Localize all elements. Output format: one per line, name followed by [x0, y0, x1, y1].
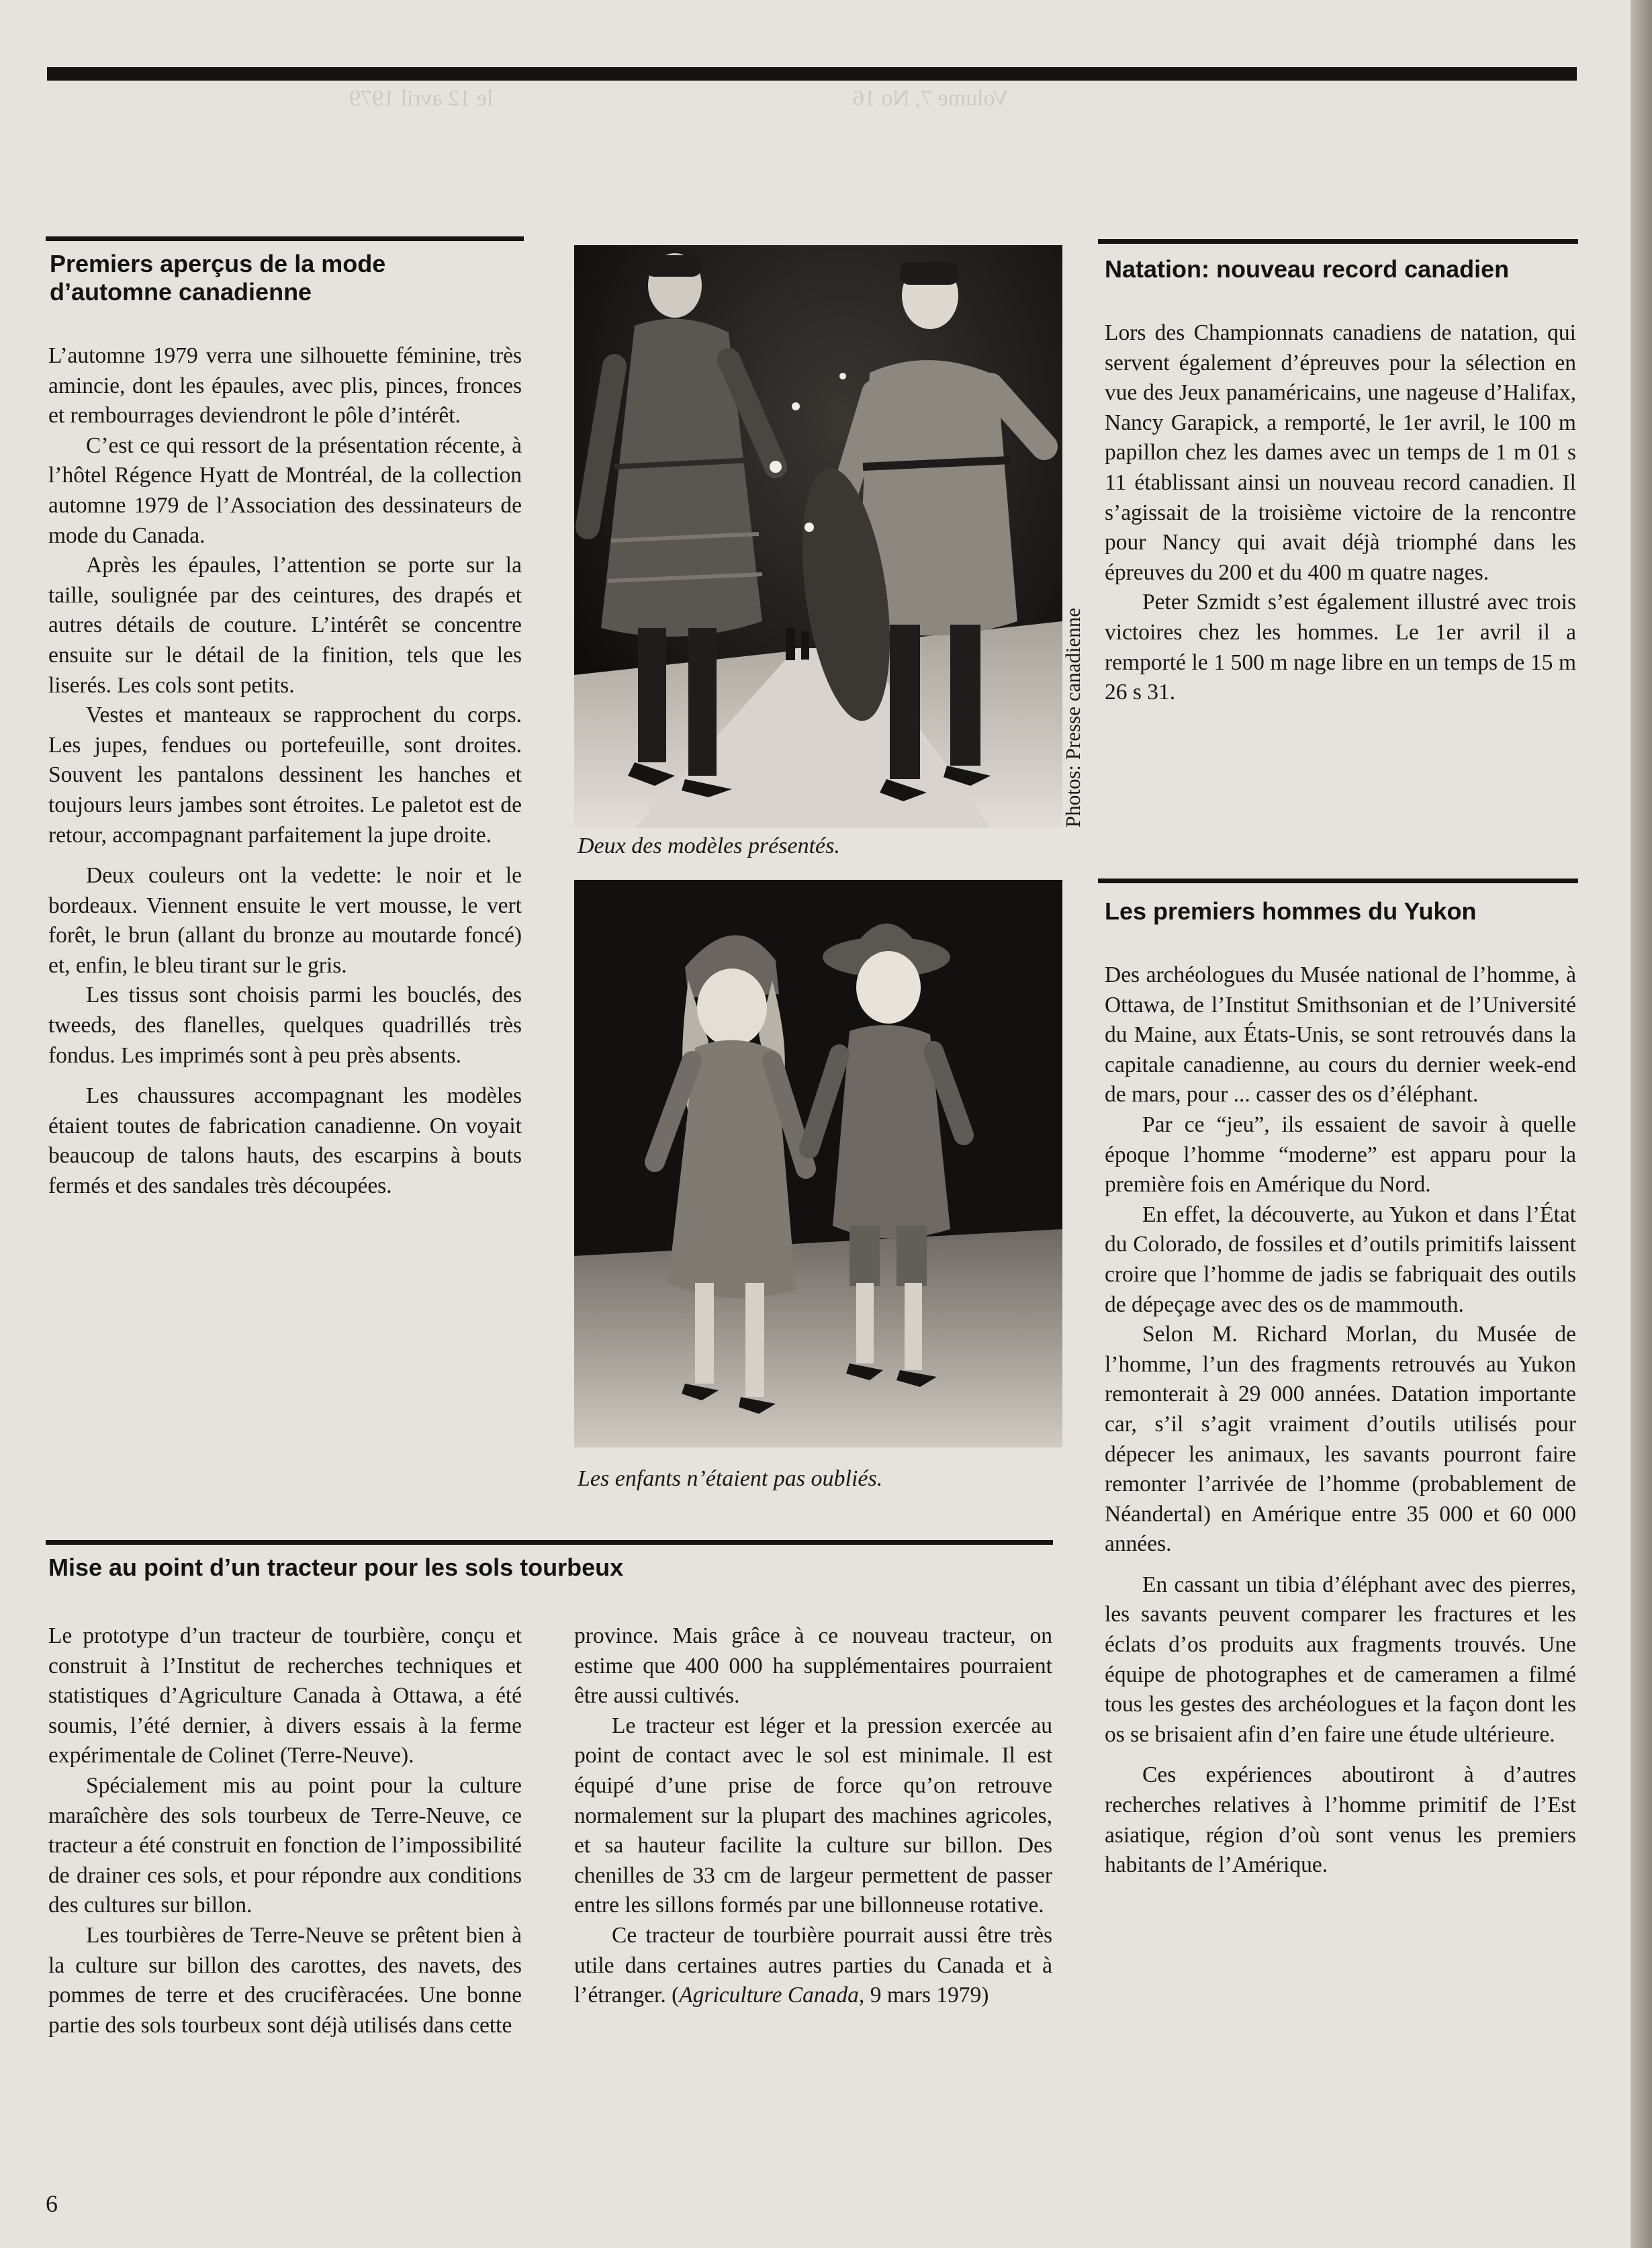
swimming-headline: Natation: nouveau record canadien [1105, 255, 1510, 283]
paragraph: Les chaussures accompagnant les modèles étaient toutes de fabrication canadienne. On voyait beaucoup de talons hauts, des escarpins à bouts fermés et des sandales très découpées. [48, 1083, 522, 1199]
fashion-rule [46, 236, 524, 241]
paragraph: Vestes et manteaux se rapprochent du corps. Les jupes, fendues ou portefeuille, sont droites. Souvent les pantalons dessinent les hanches et toujours leurs jambes sont étroites. Le paletot est de retour, accompagnant parfaitement la jupe droite. [48, 703, 522, 848]
paragraph: En effet, la découverte, au Yukon et dans l’État du Colorado, de fossiles et d’outils primitifs laissent croire que l’homme de jadis se fabriquait des outils de dépeçage avec des os de mammouth. [1105, 1202, 1576, 1317]
tractor-rule [46, 1540, 1053, 1545]
source-date: 9 mars 1979) [864, 1983, 989, 2008]
yukon-article-body [1105, 960, 1576, 1881]
swimming-rule [1098, 239, 1578, 244]
paragraph: Par ce “jeu”, ils essaient de savoir à quelle époque l’homme “moderne” est apparu pour la première fois en Amérique du Nord. [1105, 1112, 1576, 1198]
paragraph: Selon M. Richard Morlan, du Musée de l’homme, l’un des fragments retrouvés au Yukon remonterait à 29 000 années. Datation importante car, s’il s’agit vraiment d’outils utilisés pour dépecer les animaux, les savants pourront faire remonter l’arrivée de l’homme (probablement de Néandertal) en Amérique entre 35 000 et 60 000 années. [1105, 1322, 1576, 1557]
paragraph: Des archéologues du Musée national de l’homme, à Ottawa, de l’Institut Smithsonian et de l’Université du Maine, aux États-Unis, se sont retrouvés dans la capitale canadienne, au cours du dernier week-end de mars, pour ... casser des os d’éléphant. [1105, 962, 1576, 1108]
tractor-article-col1 [48, 1621, 522, 2040]
bleed-through-date: le 12 avril 1979 [349, 86, 494, 111]
paragraph: Ces expériences aboutiront à d’autres recherches relatives à l’homme primitif de l’Est asiatique, région d’où sont venus les premiers habitants de l’Amérique. [1105, 1762, 1576, 1878]
tractor-article-col2 [574, 1621, 1052, 2011]
fashion-article-body [48, 341, 522, 1202]
photo-caption-top: Deux des modèles présentés. [578, 834, 840, 858]
page-spine-shadow [1631, 0, 1652, 2248]
paragraph: Deux couleurs ont la vedette: le noir et le bordeaux. Viennent ensuite le vert mousse, le vert forêt, le brun (allant du bronze au moutarde foncé) et, enfin, le bleu tirant sur le gris. [48, 863, 522, 978]
paragraph: Les tourbières de Terre-Neuve se prêtent bien à la culture sur billon des carottes, des navets, des pommes de terre et des crucifèracées. Une bonne partie des sols tourbeux sont déjà utilisés dans cette [48, 1922, 522, 2038]
paragraph: Peter Szmidt s’est également illustré avec trois victoires chez les hommes. Le 1er avril il a remporté le 1 500 m nage libre en un temps de 15 m 26 s 31. [1105, 590, 1576, 705]
paragraph: L’automne 1979 verra une silhouette féminine, très amincie, dont les épaules, avec plis, pinces, fronces et rembourrages deviendront le pôle d’intérêt. [48, 343, 522, 429]
bleed-through-volume: Volume 7, No 16 [853, 86, 1009, 111]
photo-adult-models [574, 245, 1062, 828]
photo-credit: Photos: Presse canadienne [1061, 607, 1085, 827]
paragraph: province. Mais grâce à ce nouveau tracteur, on estime que 400 000 ha supplémentaires pourraient être aussi cultivés. [574, 1623, 1052, 1709]
paragraph: En cassant un tibia d’éléphant avec des pierres, les savants peuvent comparer les fractures et les éclats d’os produits aux fragments trouvés. Une équipe de photographes et de cameramen a filmé tous les gestes des archéologues et la façon dont les os se brisaient afin d’en faire une étude ultérieure. [1105, 1572, 1576, 1747]
yukon-rule [1098, 879, 1578, 883]
paragraph: C’est ce qui ressort de la présentation récente, à l’hôtel Régence Hyatt de Montréal, de la collection automne 1979 de l’Association des dessinateurs de mode du Canada. [48, 433, 522, 548]
fashion-headline: Premiers aperçus de la mode d’automne canadienne [50, 250, 386, 306]
paragraph-text: Ce tracteur de tourbière pourrait aussi être très utile dans certaines autres parties du Canada et à l’étranger. ( [574, 1922, 1052, 2008]
source-name: Agriculture Canada, [679, 1983, 865, 2008]
swimming-article-body [1105, 318, 1576, 708]
tractor-headline: Mise au point d’un tracteur pour les sols tourbeux [48, 1554, 624, 1581]
paragraph: Le tracteur est léger et la pression exercée au point de contact avec le sol est minimale. Il est équipé d’une prise de force qu’on retrouve normalement sur la plupart des machines agricoles, et sa hauteur facilite la culture sur billon. Des chenilles de 33 cm de largeur permettent de passer entre les sillons formés par une billonneuse rotative. [574, 1713, 1052, 1918]
paragraph: Lors des Championnats canadiens de natation, qui servent également d’épreuves pour la sélection en vue des Jeux panaméricains, une nageuse d’Halifax, Nancy Garapick, a remporté, le 1er avril, le 100 m papillon chez les dames avec un temps de 1 m 01 s 11 établissant ainsi un nouveau record canadien. Il s’agissait de la troisième victoire de la rencontre pour Nancy qui avait déjà triomphé dans les épreuves du 200 et du 400 m quatre nages. [1105, 320, 1576, 585]
paragraph: Après les épaules, l’attention se porte sur la taille, soulignée par des ceintures, des drapés et autres détails de couture. L’intérêt se concentre ensuite sur le détail de la finition, tels que les liserés. Les cols sont petits. [48, 553, 522, 698]
header-rule [47, 67, 1577, 81]
page-number: 6 [46, 2190, 58, 2217]
photo-children-models [574, 880, 1062, 1447]
paragraph [574, 1921, 1052, 2011]
photo-caption-bottom: Les enfants n’étaient pas oubliés. [578, 1466, 883, 1491]
yukon-headline: Les premiers hommes du Yukon [1105, 897, 1477, 925]
paragraph: Les tissus sont choisis parmi les bouclés, des tweeds, des flanelles, quelques quadrillés très fondus. Les imprimés sont à peu près absents. [48, 983, 522, 1068]
paragraph: Spécialement mis au point pour la culture maraîchère des sols tourbeux de Terre-Neuve, ce tracteur a été construit en fonction de l’impossibilité de drainer ces sols, et pour répondre aux conditions des cultures sur billon. [48, 1772, 522, 1918]
paragraph: Le prototype d’un tracteur de tourbière, conçu et construit à l’Institut de recherches techniques et statistiques d’Agriculture Canada à Ottawa, a été soumis, l’été dernier, à divers essais à la ferme expérimentale de Colinet (Terre-Neuve). [48, 1623, 522, 1768]
